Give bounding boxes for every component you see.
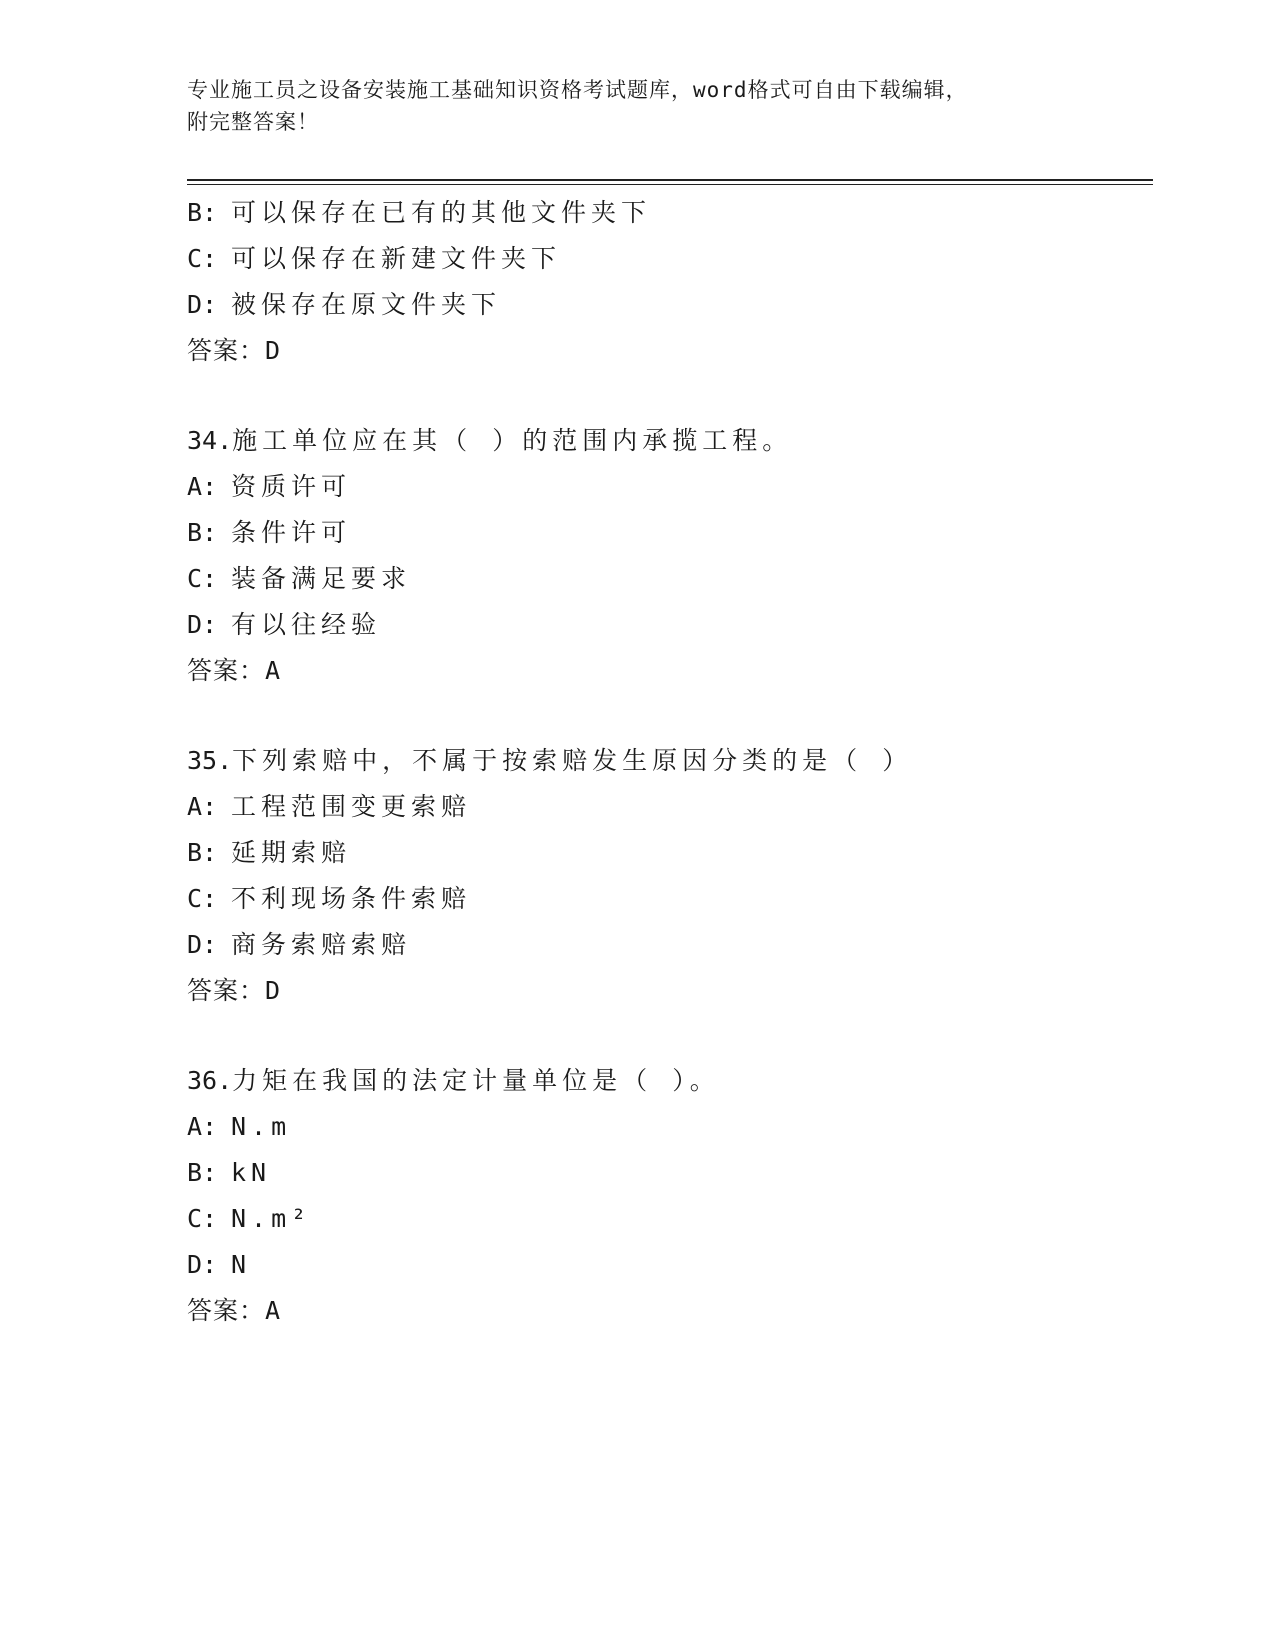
option-d: D: 商务索赔索赔 xyxy=(187,930,412,959)
header-rule-thick xyxy=(187,179,1153,181)
answer: 答案：A xyxy=(187,656,282,685)
option-d: D: 被保存在原文件夹下 xyxy=(187,290,502,319)
question-36 xyxy=(187,1058,1147,1334)
question-stem: 35.下列索赔中，不属于按索赔发生原因分类的是（ ） xyxy=(187,746,913,775)
question-35 xyxy=(187,738,1147,1014)
header-line-1: 专业施工员之设备安装施工基础知识资格考试题库，word格式可自由下载编辑， xyxy=(187,78,968,102)
option-d: D: 有以往经验 xyxy=(187,610,382,639)
option-b: B: 可以保存在已有的其他文件夹下 xyxy=(187,198,652,227)
answer: 答案：A xyxy=(187,1296,282,1325)
question-list xyxy=(187,190,1147,1334)
question-33-continued xyxy=(187,190,1147,374)
option-a: A: 工程范围变更索赔 xyxy=(187,792,472,821)
answer: 答案：D xyxy=(187,976,282,1005)
option-b: B: 条件许可 xyxy=(187,518,352,547)
option-b: B: kN xyxy=(187,1158,272,1187)
option-c: C: N.m² xyxy=(187,1204,312,1233)
question-34 xyxy=(187,418,1147,694)
answer: 答案：D xyxy=(187,336,282,365)
option-d: D: N xyxy=(187,1250,252,1279)
header-rule-thin xyxy=(187,184,1153,185)
option-b: B: 延期索赔 xyxy=(187,838,352,867)
option-c: C: 可以保存在新建文件夹下 xyxy=(187,244,562,273)
question-stem: 36.力矩在我国的法定计量单位是（ ）。 xyxy=(187,1066,720,1095)
option-c: C: 装备满足要求 xyxy=(187,564,412,593)
question-stem: 34.施工单位应在其（ ）的范围内承揽工程。 xyxy=(187,426,793,455)
header-line-2: 附完整答案！ xyxy=(187,110,319,134)
option-a: A: 资质许可 xyxy=(187,472,352,501)
option-a: A: N.m xyxy=(187,1112,292,1141)
document-header xyxy=(187,74,1087,138)
option-c: C: 不利现场条件索赔 xyxy=(187,884,472,913)
